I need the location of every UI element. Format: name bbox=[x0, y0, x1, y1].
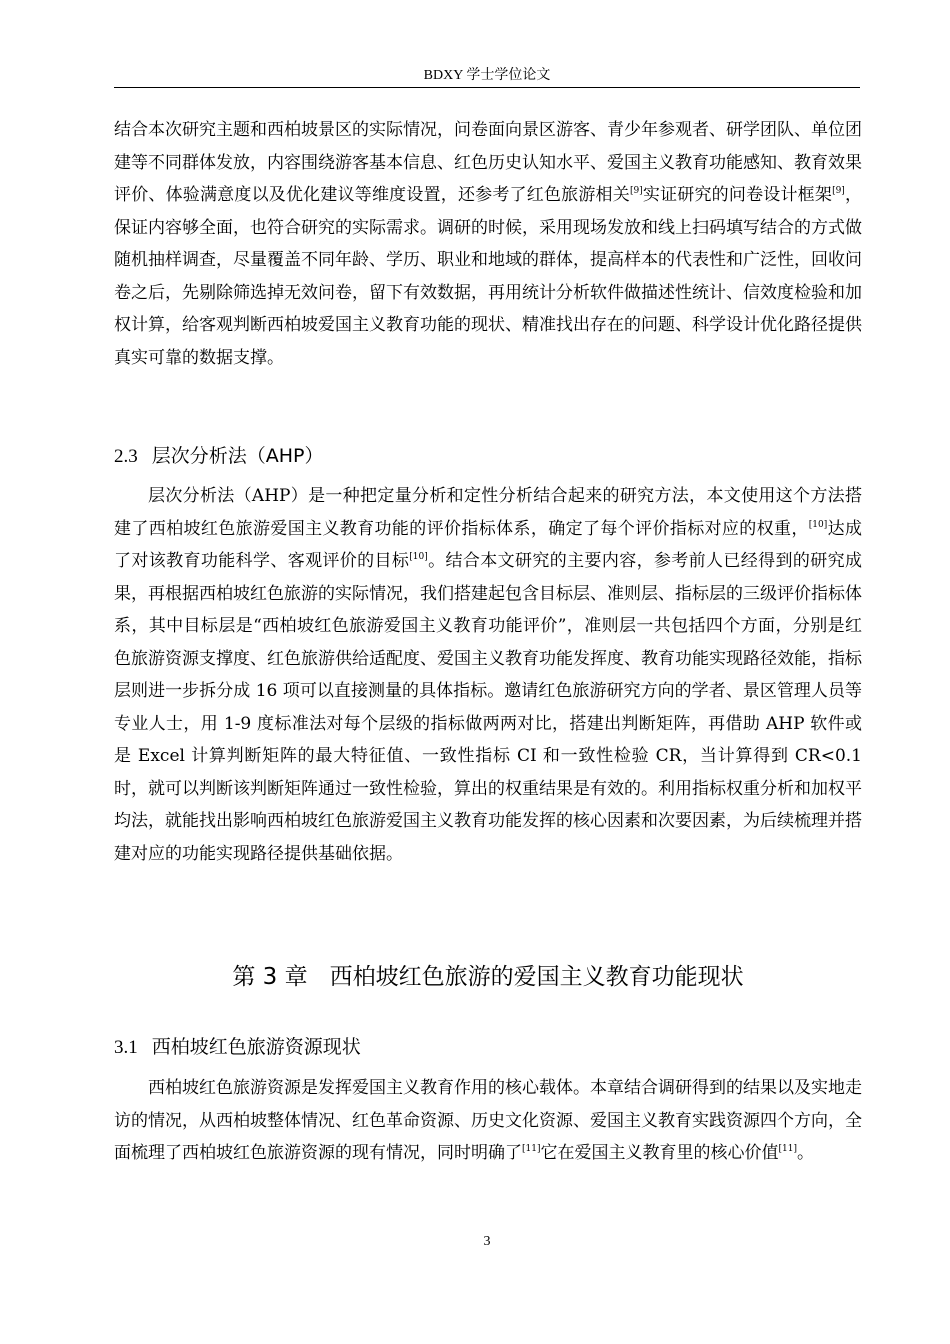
text-run: 达成了对该教育功能科学、客观评价的目标 bbox=[114, 518, 863, 571]
page-header: BDXY 学士学位论文 bbox=[423, 68, 551, 83]
chapter-title: 西柏坡红色旅游的爱国主义教育功能现状 bbox=[329, 964, 744, 990]
page-number: 3 bbox=[483, 1234, 491, 1249]
citation: [9] bbox=[629, 186, 643, 196]
citation: [10] bbox=[409, 552, 428, 562]
text-run: 。结合本文研究的主要内容，参考前人已经得到的研究成果，再根据西柏坡红色旅游的实际情况，我们搭建起包含目标层、准则层、指标层的三级评价指标体系，其中目标层是“西柏坡红色旅游爱国主义教育功能评价”，准则层一共包括四个方面，分别是红色旅游资源支撑度、红色旅游供给适配度、爱国主义教育功能发挥度、教育功能实现路径效能，指标层则进一步拆分成 16 项可以直接测量的具体指标。邀请红色旅游研究方向的学者、景区管理人员等专业人士，用 1-9 度标准法对每个层级的指标做两两对比，搭建出判断矩阵，再借助 AHP 软件或是 Excel 计算判断矩阵的最大特征值、一致性指标 CI 和一致性检验 CR，当计算得到 CR<0.1 时，就可以判断该判断矩阵通过一致性检验，算出的权重结果是有效的。利用指标权重分析和加权平均法，就能找出影响西柏坡红色旅游爱国主义教育功能发挥的核心因素和次要因素，为后续梳理并搭建对应的功能实现路径提供基础依据。 bbox=[114, 551, 863, 864]
text-run: 。 bbox=[796, 1143, 814, 1163]
section-heading-3-1 bbox=[114, 1034, 361, 1061]
text-run: 层次分析法（AHP）是一种把定量分析和定性分析结合起来的研究方法，本文使用这个方法搭建了西柏坡红色旅游爱国主义教育功能的评价指标体系，确定了每个评价指标对应的权重， bbox=[114, 486, 862, 539]
citation: [11] bbox=[778, 1144, 797, 1154]
section-number: 3.1 bbox=[114, 1037, 138, 1058]
text-run: 实证研究的问卷设计框架 bbox=[642, 185, 833, 205]
header-rule bbox=[114, 87, 860, 88]
section-heading-2-3 bbox=[114, 443, 324, 470]
section-number: 2.3 bbox=[114, 446, 138, 467]
citation: [9] bbox=[832, 186, 845, 196]
citation: [10] bbox=[808, 519, 828, 530]
paragraph-resources bbox=[114, 1072, 862, 1170]
section-title: 层次分析法（AHP） bbox=[151, 445, 324, 467]
chapter-label: 第 3 章 bbox=[232, 964, 308, 990]
paragraph-ahp-method bbox=[114, 480, 862, 870]
section-title: 西柏坡红色旅游资源现状 bbox=[151, 1036, 361, 1058]
text-run: ，保证内容够全面，也符合研究的实际需求。调研的时候，采用现场发放和线上扫码填写结合的方式做随机抽样调查，尽量覆盖不同年龄、学历、职业和地域的群体，提高样本的代表性和广泛性，回收问卷之后，先剔除筛选掉无效问卷，留下有效数据，再用统计分析软件做描述性统计、信效度检验和加权计算，给客观判断西柏坡爱国主义教育功能的现状、精准找出存在的问题、科学设计优化路径提供真实可靠的数据支撑。 bbox=[114, 185, 863, 368]
paragraph-survey-design bbox=[114, 114, 862, 374]
citation: [11] bbox=[522, 1144, 541, 1154]
chapter-heading bbox=[114, 962, 862, 992]
text-run: 西柏坡红色旅游资源是发挥爱国主义教育作用的核心载体。本章结合调研得到的结果以及实地走访的情况，从西柏坡整体情况、红色革命资源、历史文化资源、爱国主义教育实践资源四个方向，全面梳理了西柏坡红色旅游资源的现有情况，同时明确了 bbox=[114, 1078, 862, 1163]
text-run: 它在爱国主义教育里的核心价值 bbox=[540, 1143, 779, 1163]
text-run: 结合本次研究主题和西柏坡景区的实际情况，问卷面向景区游客、青少年参观者、研学团队、单位团建等不同群体发放，内容围绕游客基本信息、红色历史认知水平、爱国主义教育功能感知、教育效果评价、体验满意度以及优化建议等维度设置，还参考了红色旅游相关 bbox=[114, 120, 862, 205]
